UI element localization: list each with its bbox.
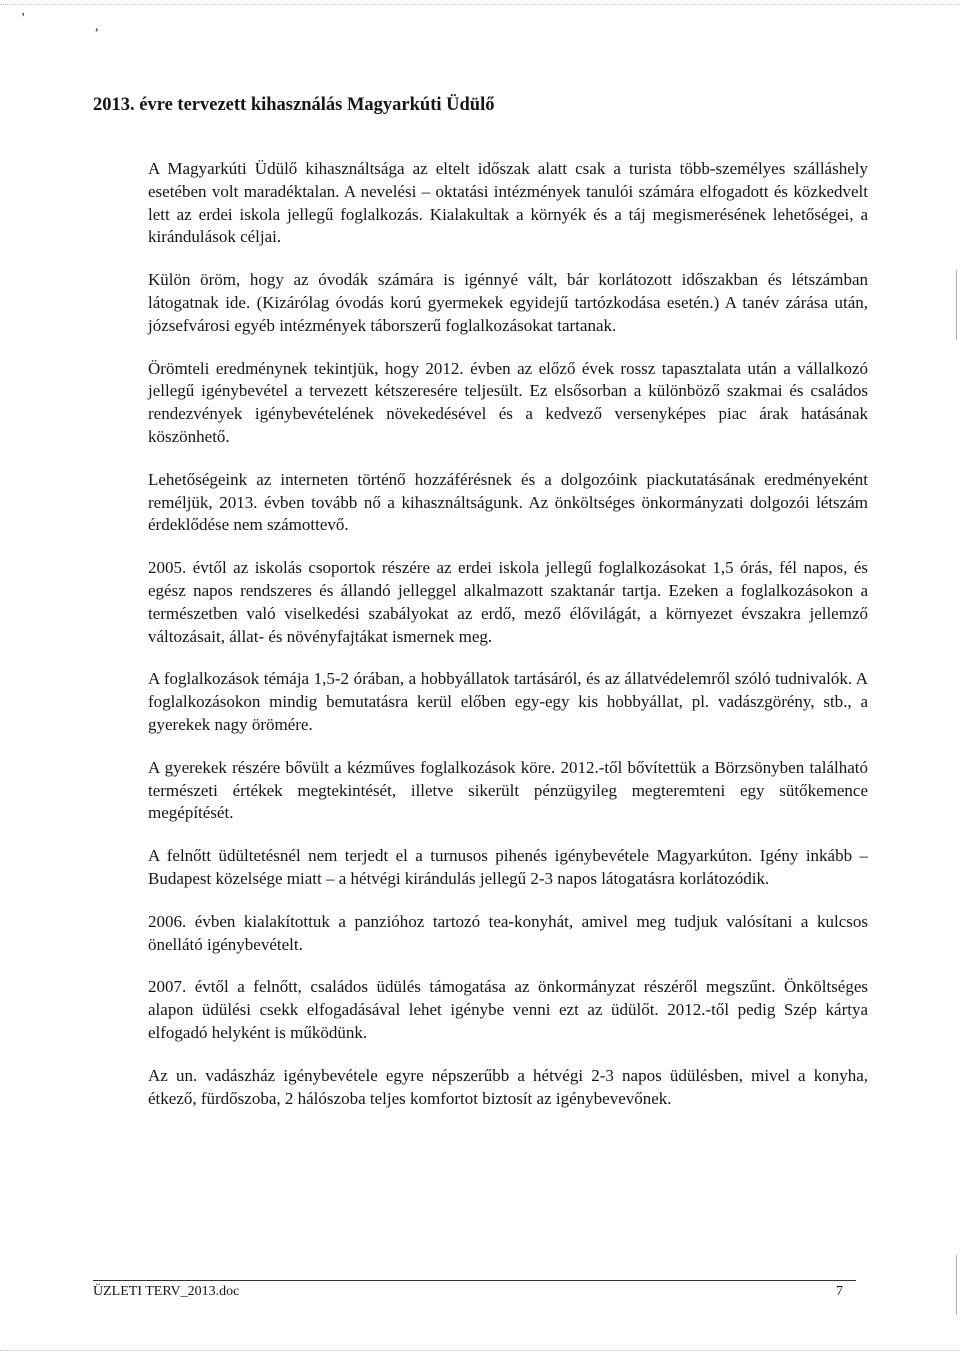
paragraph: A Magyarkúti Üdülő kihasználtsága az eltelt időszak alatt csak a turista több-személyes szálláshely esetében volt maradéktalan. A nevelési – oktatási intézmények tanulói számára elfogadott és közkedvelt lett az erdei iskola jellegű foglalkozás. Kialakultak a környék és a táj megismerésének lehetőségei, a kirándulások céljai.: [148, 159, 868, 247]
scan-edge-right: [956, 1255, 957, 1315]
scan-edge-top: [0, 4, 960, 6]
stray-mark: ': [22, 11, 25, 26]
paragraph: 2006. évben kialakítottuk a panzióhoz tartozó tea-konyhát, amivel meg tudjuk valósítani a kulcsos önellátó igénybevételt.: [148, 911, 868, 954]
scan-edge-bottom: [0, 1350, 960, 1352]
document-body: [148, 158, 868, 1130]
paragraph: 2005. évtől az iskolás csoportok részére az erdei iskola jellegű foglalkozásokat 1,5 órás, fél napos, és egész napos rendszeres és állandó jelleggel alkalmazott szaktanár tartja. Ezeken a foglalkozásokon a természetben való viselkedési szabályokat az erdő, mező élővilágát, a környezet évszakra jellemző változásait, állat- és növényfajtákat ismernek meg.: [148, 558, 868, 646]
footer-filename: ÜZLETI TERV_2013.doc: [93, 1284, 240, 1299]
paragraph: Az un. vadászház igénybevétele egyre népszerűbb a hétvégi 2-3 napos üdülésben, mivel a konyha, étkező, fürdőszoba, 2 hálószoba teljes komfortot biztosít az igénybevevőnek.: [148, 1065, 868, 1108]
paragraph: Lehetőségeink az interneten történő hozzáférésnek és a dolgozóink piackutatásának eredményeként reméljük, 2013. évben tovább nő a kihasználtságunk. Az önköltséges önkormányzati dolgozói létszám érdeklődése nem számottevő.: [148, 469, 868, 535]
scan-edge-right: [956, 270, 957, 340]
page-number: 7: [836, 1284, 843, 1299]
paragraph: A foglalkozások témája 1,5-2 órában, a hobbyállatok tartásáról, és az állatvédelemről szóló tudnivalók. A foglalkozásokon mindig bemutatásra kerül előben egy-egy kis hobbyállat, pl. vadászgörény, stb., a gyerekek nagy örömére.: [148, 669, 868, 734]
paragraph: Örömteli eredménynek tekintjük, hogy 2012. évben az előző évek rossz tapasztalata után a vállalkozó jellegű igénybevétel a tervezett kétszeresére teljesült. Ez elsősorban a különböző szakmai és családos rendezvények igénybevételének növekedésével és a kedvező versenyképes piac árak hatásának köszönhető.: [148, 358, 868, 446]
paragraph: A gyerekek részére bővült a kézműves foglalkozások köre. 2012.-től bővítettük a Börzsönyben található természeti értékek megtekintését, illetve sikerült pénzügyileg megteremteni egy sütőkemence megépítését.: [148, 757, 868, 823]
footer-divider: [93, 1280, 856, 1281]
stray-mark: ,: [95, 19, 99, 34]
page-title: 2013. évre tervezett kihasználás Magyarkúti Üdülő: [93, 95, 495, 115]
paragraph: 2007. évtől a felnőtt, családos üdülés támogatása az önkormányzat részéről megszűnt. Önköltséges alapon üdülési csekk elfogadásával lehet igénybe venni ezt az üdülőt. 2012.-től pedig Szép kártya elfogadó helyként is működünk.: [148, 977, 868, 1042]
paragraph: A felnőtt üdültetésnél nem terjedt el a turnusos pihenés igénybevétele Magyarkúton. Igény inkább – Budapest közelsége miatt – a hétvégi kirándulás jellegű 2-3 napos látogatásra korlátozódik.: [148, 846, 868, 888]
paragraph: Külön öröm, hogy az óvodák számára is igénnyé vált, bár korlátozott időszakban és létszámban látogatnak ide. (Kizárólag óvodás korú gyermekek egyidejű tartózkodása esetén.) A tanév zárása után, józsefvárosi egyéb intézmények táborszerű foglalkozásokat tartanak.: [148, 270, 868, 335]
